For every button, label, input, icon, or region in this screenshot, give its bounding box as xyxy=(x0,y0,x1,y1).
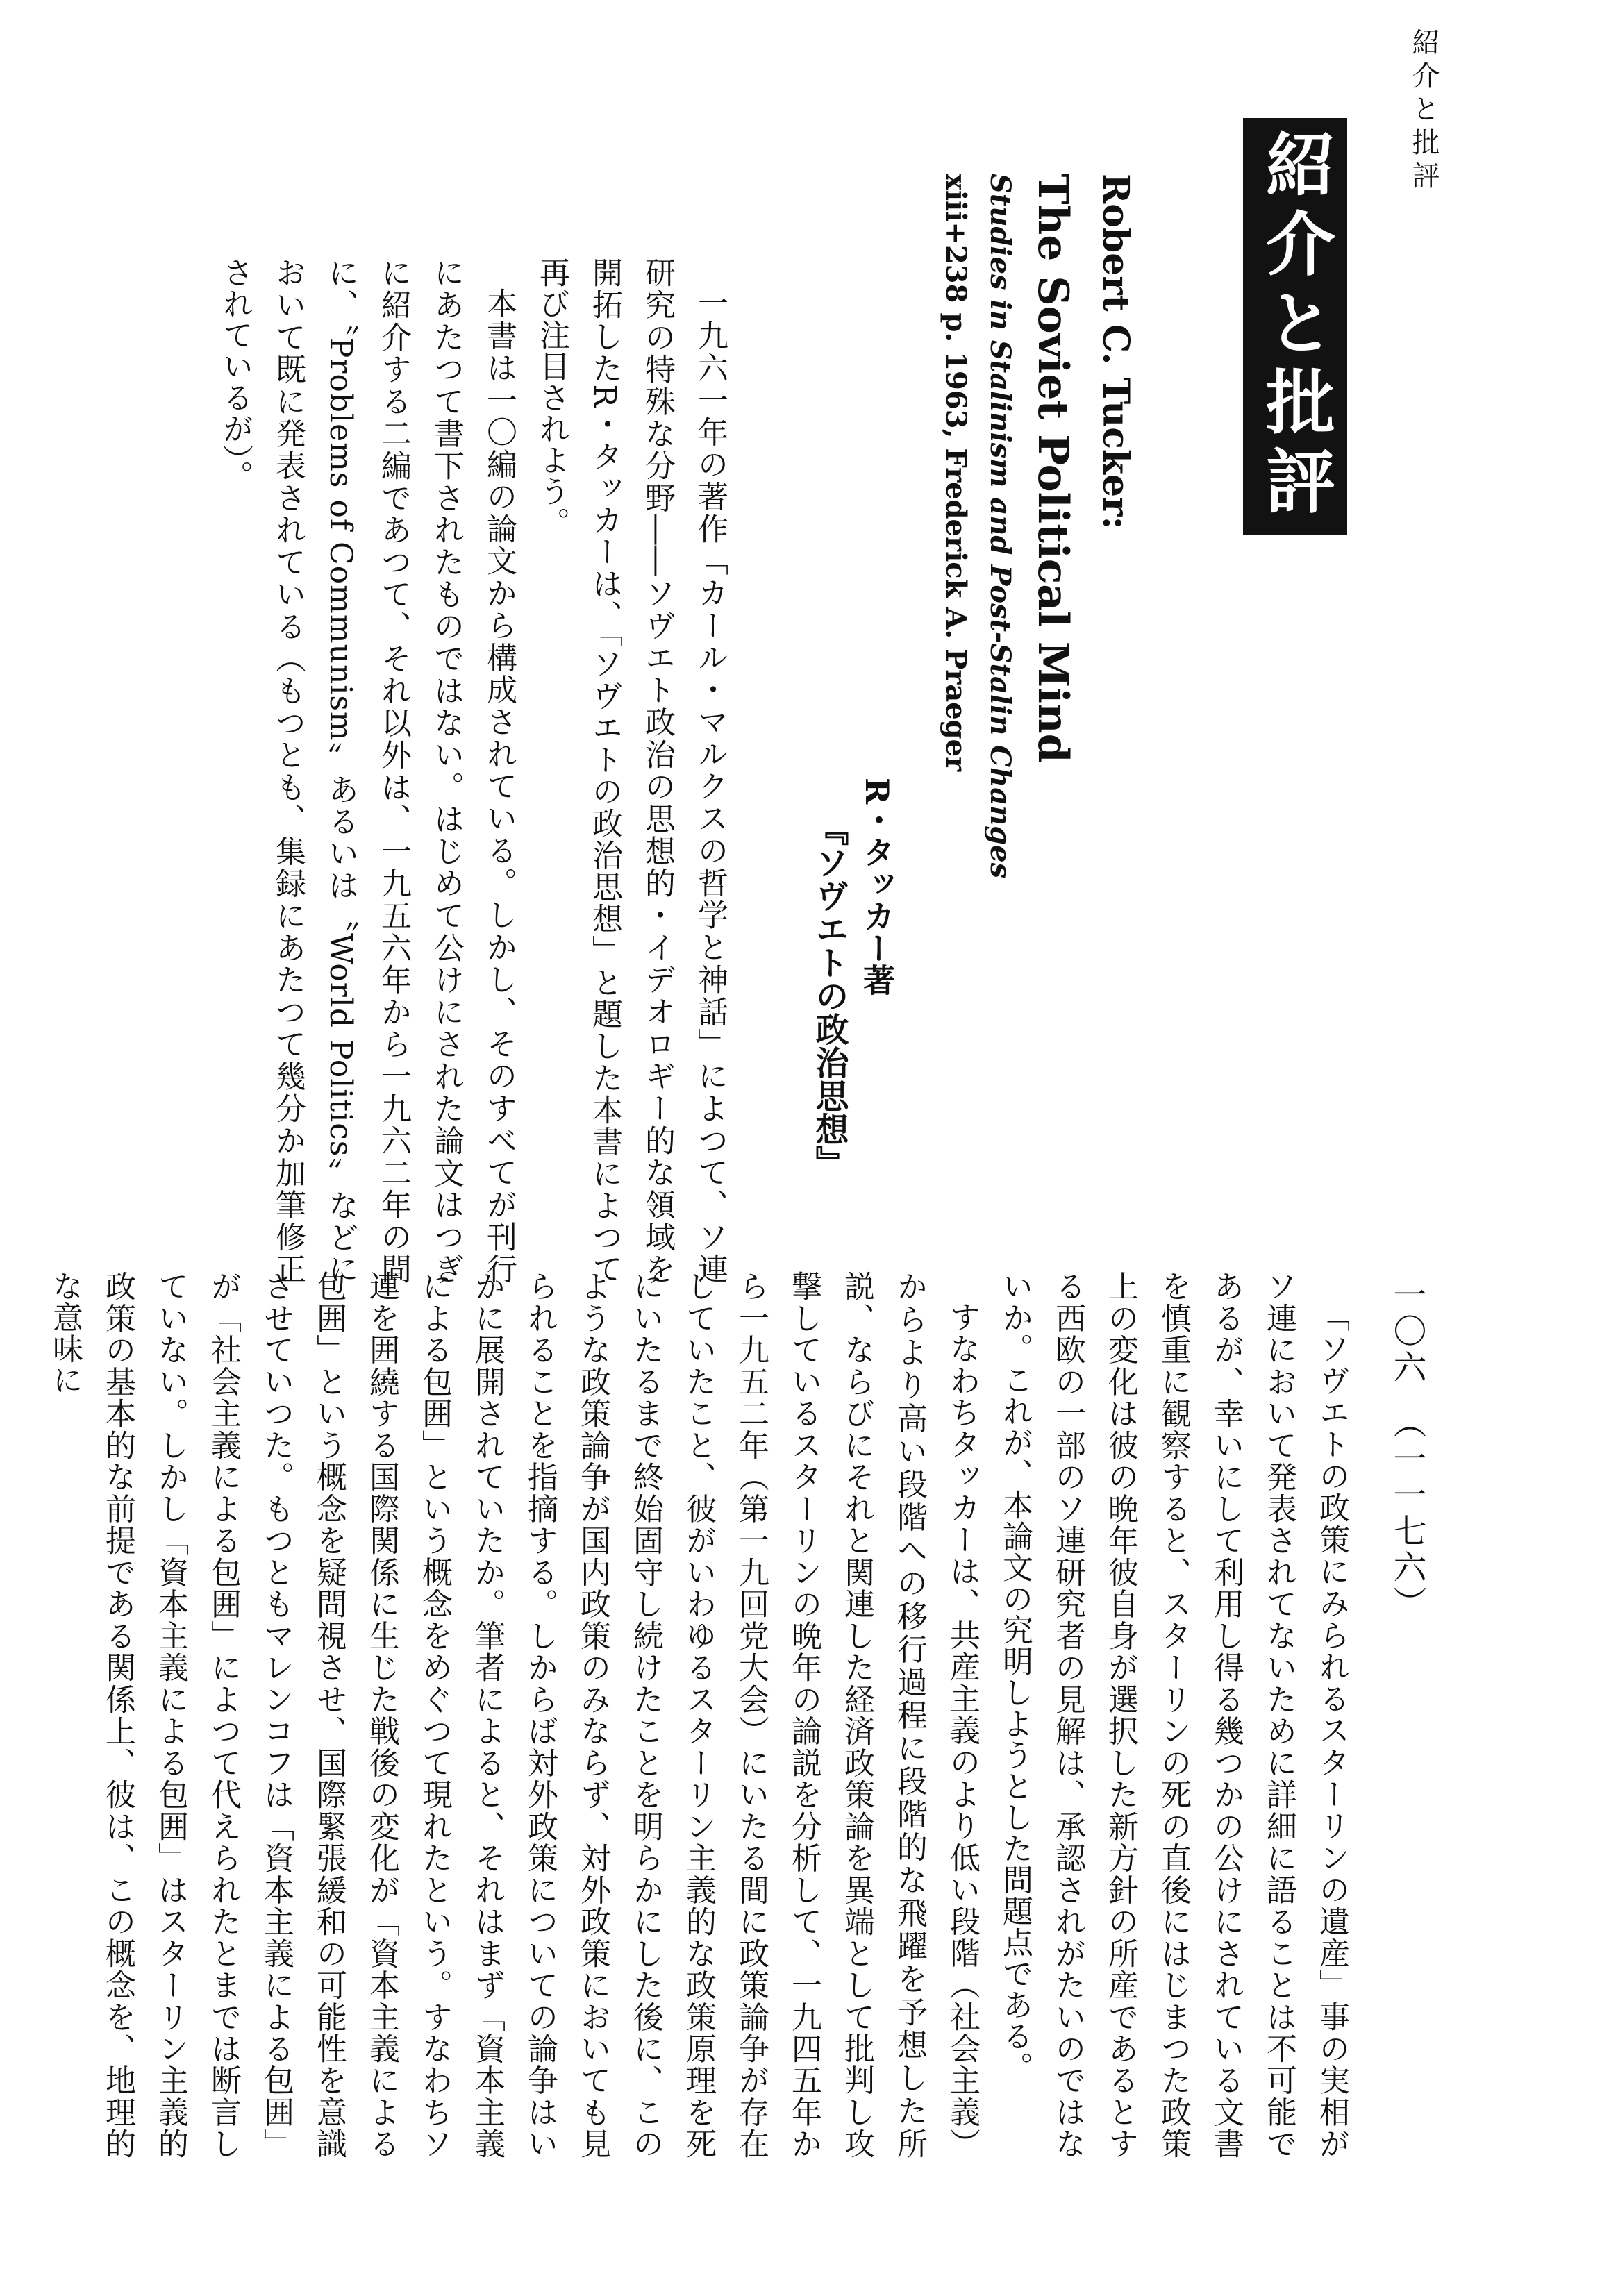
page-number: 一〇六 （一一七六） xyxy=(1387,1277,1426,1622)
running-head: 紹介と批評 xyxy=(1408,28,1440,194)
main-paragraph: すなわちタッカーは、共産主義のより低い段階（社会主義）からより高い段階への移行過程に段階的な飛躍を予想した所説、ならびにそれと関連した経済政策論を異端として批判し攻撃しているスターリンの晩年の論説を分析して、一九四五年から一九五二年（第一九回党大会）にいたる間に政策論争が存在していたこと、彼がいわゆるスターリン主義的な政策原理を死にいたるまで終始固守し続けたことを明らかにした後に、このような政策論争が国内政策のみならず、対外政策においても見られることを指摘する。しからば対外政策についての論争はいかに展開されていたか。筆者によると、それはまず「資本主義による包囲」という概念をめぐつて現れたという。すなわちソ連を囲繞する国際関係に生じた戦後の変化が「資本主義による包囲」という概念を疑問視させ、国際緊張緩和の可能性を意識させていつた。もつともマレンコフは「資本主義による包囲」が「社会主義による包囲」によつて代えられたとまでは断言していない。しかし「資本主義による包囲」はスターリン主義的政策の基本的な前提である関係上、彼は、この概念を、地理的な意味に xyxy=(47,1271,980,2160)
book-title-en: The Soviet Political Mind xyxy=(1028,174,1077,763)
book-citation xyxy=(861,174,1139,979)
book-publication: xiii+238 p. 1963, Frederick A. Praeger xyxy=(940,174,972,772)
main-text xyxy=(47,1271,1358,2160)
intro-text xyxy=(160,257,736,1284)
section-badge: 紹介と批評 xyxy=(1243,118,1347,535)
intro-paragraph: 一九六一年の著作「カール・マルクスの哲学と神話」によつて、ソ連研究の特殊な分野――ソヴエト政治の思想的・イデオロギー的な領域を開拓したR・タッカーは、「ソヴエトの政治思想」と題した本書によつて再び注目されよう。 xyxy=(534,257,728,1284)
intro-paragraph: 本書は一〇編の論文から構成されている。しかし、そのすべてが刊行にあたつて書下されたものではない。はじめて公けにされた論文はつぎに紹介する二編であつて、それ以外は、一九五六年から一九六二年の間に、〝Problems of Communism〟あるいは〝World Politics〟などにおいて既に発表されている（もつとも、集録にあたつて幾分か加筆修正されているが）。 xyxy=(217,257,517,1284)
book-author-en: Robert C. Tucker: xyxy=(1094,174,1137,530)
book-subtitle-en: Studies in Stalinism and Post-Stalin Changes xyxy=(984,174,1017,879)
book-author-jp: R・タッカー著 xyxy=(858,778,896,996)
main-paragraph: 「ソヴエトの政策にみられるスターリンの遺産」事の実相がソ連において発表されてないために詳細に語ることは不可能であるが、幸いにして利用し得る幾つかの公けにされている文書を慎重に観察すると、スターリンの死の直後にはじまつた政策上の変化は彼の晩年彼自身が選択した新方針の所産であるとする西欧の一部のソ連研究者の見解は、承認されがたいのではないか。これが、本論文の究明しようとした問題点である。 xyxy=(997,1271,1349,2159)
book-title-jp: 『ソヴエトの政治思想』 xyxy=(810,812,849,1179)
